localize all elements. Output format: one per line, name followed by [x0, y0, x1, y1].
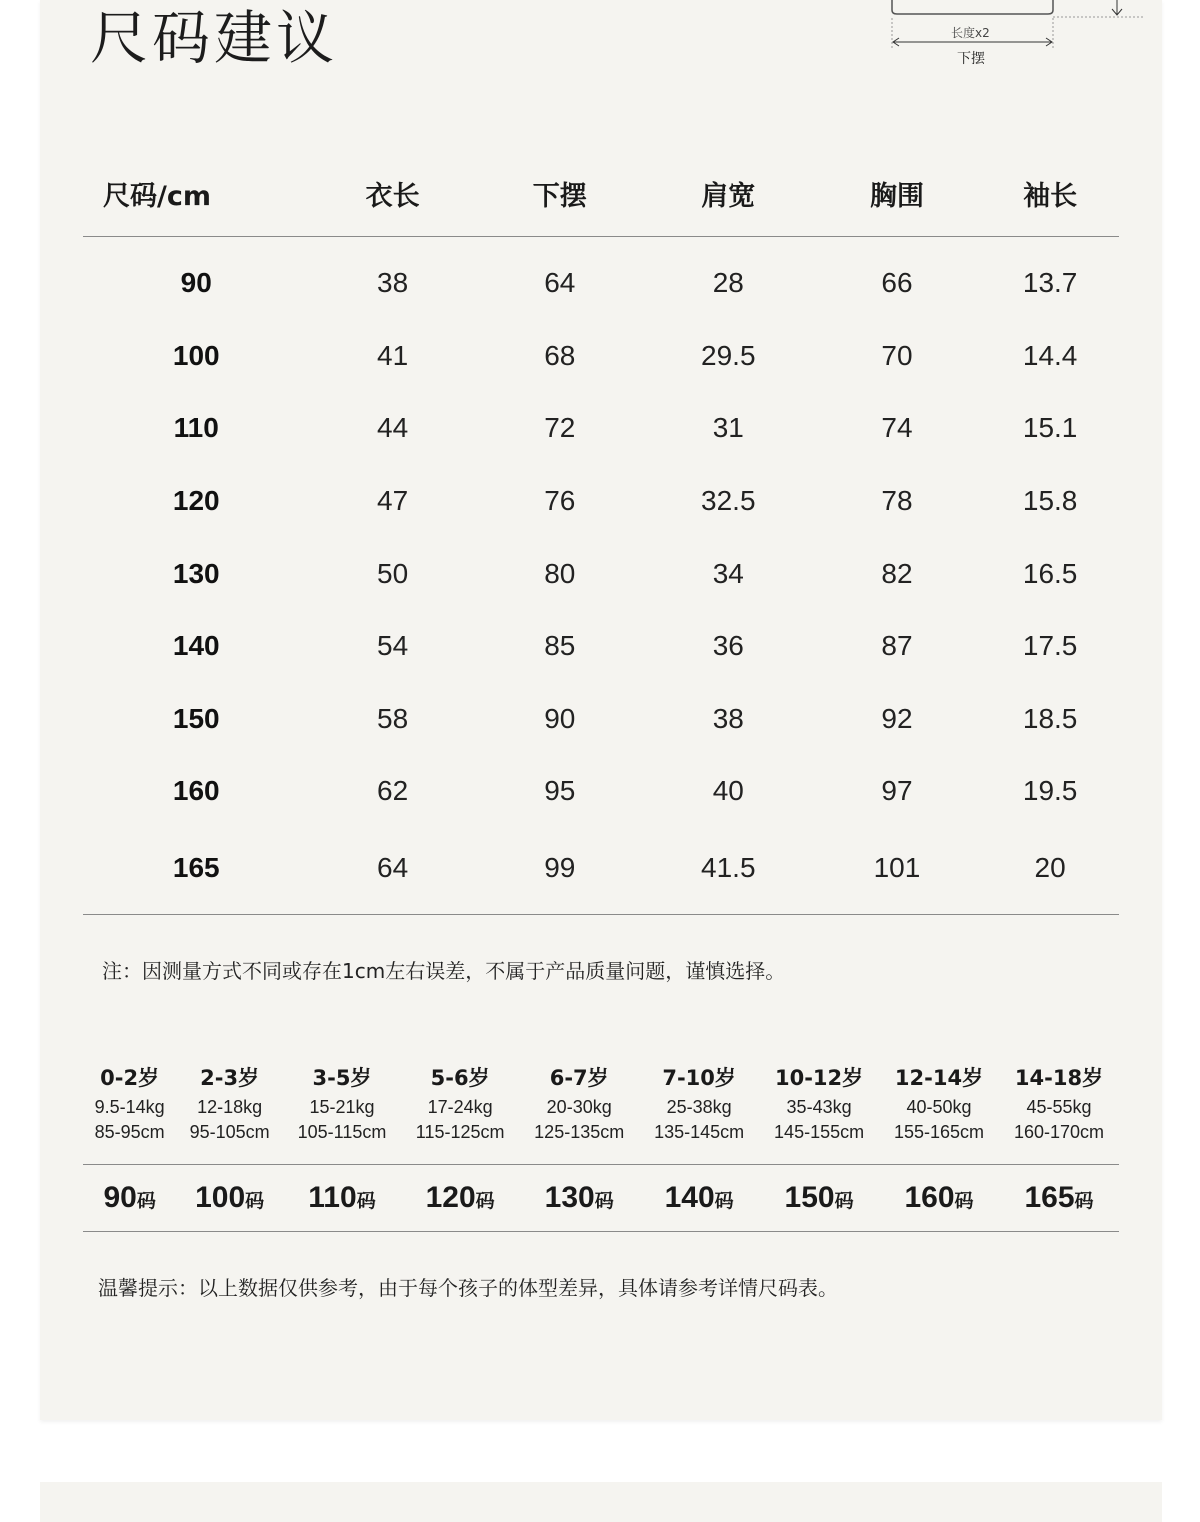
size-code: 100	[195, 1181, 246, 1214]
table-row	[83, 683, 1119, 756]
age-cell: 6-7岁	[549, 1066, 609, 1090]
shoulder-cell: 32.5	[701, 485, 756, 517]
size-code-row	[83, 1165, 1119, 1232]
chest-cell: 101	[813, 828, 982, 915]
height-cell: 160-170cm	[1013, 1122, 1105, 1142]
table-row	[83, 828, 1119, 915]
next-section-card	[40, 1482, 1162, 1522]
sleeve-cell: 19.5	[1022, 775, 1078, 807]
size-guide-card	[40, 0, 1162, 1420]
length-cell: 62	[377, 775, 409, 807]
header-sleeve: 袖长	[981, 150, 1119, 237]
size-table-header	[83, 150, 1119, 237]
weight-row	[83, 1092, 1119, 1122]
size-code-unit: 码	[475, 1190, 495, 1212]
page-title: 尺码建议	[90, 4, 339, 72]
length-cell: 44	[377, 412, 409, 444]
chest-cell: 92	[881, 702, 913, 734]
shoulder-cell: 38	[712, 702, 744, 734]
size-code: 90	[103, 1181, 137, 1214]
table-row	[83, 755, 1119, 828]
hem-cell: 95	[544, 775, 576, 807]
hem-cell: 64	[544, 267, 576, 299]
size-cell: 130	[172, 557, 220, 589]
sleeve-cell: 15.8	[1022, 485, 1078, 517]
size-cell: 110	[173, 412, 219, 444]
size-cell: 90	[180, 267, 212, 299]
size-code-cell	[519, 1165, 639, 1232]
size-code: 140	[664, 1181, 715, 1214]
weight-cell: 45-55kg	[1026, 1096, 1092, 1117]
sleeve-cell: 16.5	[1022, 557, 1078, 589]
hem-cell: 68	[544, 339, 576, 371]
height-cell: 105-115cm	[297, 1122, 387, 1142]
length-cell: 38	[377, 267, 409, 299]
chest-cell: 78	[881, 485, 913, 517]
length-cell: 41	[377, 339, 409, 371]
table-row	[83, 465, 1119, 538]
size-code-cell	[759, 1165, 879, 1232]
table-row	[83, 610, 1119, 683]
weight-cell: 40-50kg	[906, 1096, 972, 1117]
hem-cell: 72	[544, 412, 576, 444]
chest-cell: 87	[881, 630, 913, 662]
size-code: 165	[1024, 1181, 1075, 1214]
size-code-cell	[401, 1165, 519, 1232]
length-cell: 64	[309, 828, 475, 915]
header-hem: 下摆	[476, 150, 644, 237]
age-cell: 12-14岁	[894, 1066, 984, 1090]
hem-cell: 90	[544, 702, 576, 734]
size-code: 150	[784, 1181, 835, 1214]
size-cell: 150	[172, 702, 220, 734]
hem-label: 下摆	[957, 51, 985, 67]
size-code-unit: 码	[245, 1190, 265, 1212]
age-row	[83, 1058, 1119, 1092]
shoulder-cell: 28	[712, 267, 744, 299]
height-cell: 95-105cm	[189, 1122, 270, 1142]
size-code-cell	[283, 1165, 401, 1232]
size-code: 160	[904, 1181, 955, 1214]
header-size: 尺码/cm	[83, 150, 309, 237]
weight-cell: 25-38kg	[666, 1096, 732, 1117]
chest-cell: 74	[881, 412, 913, 444]
header-length: 衣长	[309, 150, 475, 237]
size-cell: 120	[172, 485, 220, 517]
sleeve-cell: 15.1	[1022, 412, 1078, 444]
age-cell: 5-6岁	[430, 1066, 490, 1090]
age-cell: 3-5岁	[312, 1066, 372, 1090]
sleeve-cell: 14.4	[1022, 339, 1078, 371]
size-cell: 165	[83, 828, 309, 915]
shoulder-cell: 29.5	[701, 339, 756, 371]
shoulder-cell: 36	[712, 630, 744, 662]
table-row	[83, 537, 1119, 610]
hem-cell: 85	[544, 630, 576, 662]
table-row	[83, 237, 1119, 320]
divider	[83, 1150, 1119, 1165]
chest-cell: 66	[881, 267, 913, 299]
size-code-unit: 码	[954, 1190, 974, 1212]
age-cell: 0-2岁	[100, 1066, 160, 1090]
weight-cell: 15-21kg	[309, 1096, 375, 1117]
shoulder-cell: 40	[712, 775, 744, 807]
chest-cell: 70	[881, 339, 913, 371]
height-cell: 145-155cm	[774, 1122, 865, 1142]
shoulder-cell: 34	[712, 557, 744, 589]
sleeve-cell: 20	[981, 828, 1119, 915]
height-cell: 115-125cm	[415, 1122, 505, 1142]
size-code-unit: 码	[1074, 1190, 1094, 1212]
size-code-unit: 码	[834, 1190, 854, 1212]
size-code: 120	[425, 1181, 476, 1214]
size-code-unit: 码	[594, 1190, 614, 1212]
hem-cell: 99	[476, 828, 644, 915]
size-code-unit: 码	[136, 1190, 156, 1212]
height-row	[83, 1122, 1119, 1150]
sleeve-cell: 17.5	[1022, 630, 1078, 662]
age-cell: 14-18岁	[1014, 1066, 1104, 1090]
warm-tip: 温馨提示：以上数据仅供参考，由于每个孩子的体型差异，具体请参考详情尺码表。	[98, 1276, 838, 1300]
length-cell: 54	[377, 630, 409, 662]
shoulder-cell: 31	[712, 412, 744, 444]
weight-cell: 12-18kg	[197, 1096, 263, 1117]
sleeve-cell: 18.5	[1022, 702, 1078, 734]
chest-cell: 97	[881, 775, 913, 807]
size-code: 110	[308, 1181, 357, 1214]
size-code-cell	[176, 1165, 283, 1232]
sleeve-cell: 13.7	[1022, 267, 1078, 299]
weight-cell: 20-30kg	[546, 1096, 612, 1117]
size-code-unit: 码	[356, 1190, 376, 1212]
garment-diagram	[845, 0, 1145, 72]
age-size-guide	[83, 1058, 1119, 1232]
hem-cell: 76	[544, 485, 576, 517]
length-label: 长度x2	[951, 26, 990, 40]
height-cell: 85-95cm	[94, 1122, 165, 1142]
length-cell: 47	[377, 485, 409, 517]
age-cell: 7-10岁	[662, 1066, 736, 1090]
weight-cell: 35-43kg	[786, 1096, 852, 1117]
size-code-cell	[83, 1165, 176, 1232]
size-cell: 160	[172, 775, 220, 807]
height-cell: 125-135cm	[534, 1122, 625, 1142]
weight-cell: 17-24kg	[427, 1096, 493, 1117]
hem-measure-illustration	[845, 0, 1145, 72]
age-cell: 2-3岁	[200, 1066, 260, 1090]
size-cell: 100	[172, 339, 220, 371]
size-code-cell	[999, 1165, 1119, 1232]
size-code-cell	[639, 1165, 759, 1232]
hem-cell: 80	[544, 557, 576, 589]
height-cell: 135-145cm	[654, 1122, 745, 1142]
size-code-unit: 码	[714, 1190, 734, 1212]
table-row	[83, 392, 1119, 465]
height-cell: 155-165cm	[893, 1122, 985, 1142]
shoulder-cell: 41.5	[644, 828, 813, 915]
header-shoulder: 肩宽	[644, 150, 813, 237]
age-cell: 10-12岁	[774, 1066, 864, 1090]
measurement-note: 注：因测量方式不同或存在1cm左右误差，不属于产品质量问题，谨慎选择。	[102, 959, 786, 983]
size-code: 130	[544, 1181, 595, 1214]
size-code-cell	[879, 1165, 999, 1232]
length-cell: 50	[377, 557, 409, 589]
size-table	[83, 150, 1119, 915]
chest-cell: 82	[881, 557, 913, 589]
weight-cell: 9.5-14kg	[94, 1096, 165, 1117]
size-cell: 140	[172, 630, 220, 662]
table-row	[83, 320, 1119, 393]
length-cell: 58	[377, 702, 409, 734]
header-chest: 胸围	[813, 150, 982, 237]
